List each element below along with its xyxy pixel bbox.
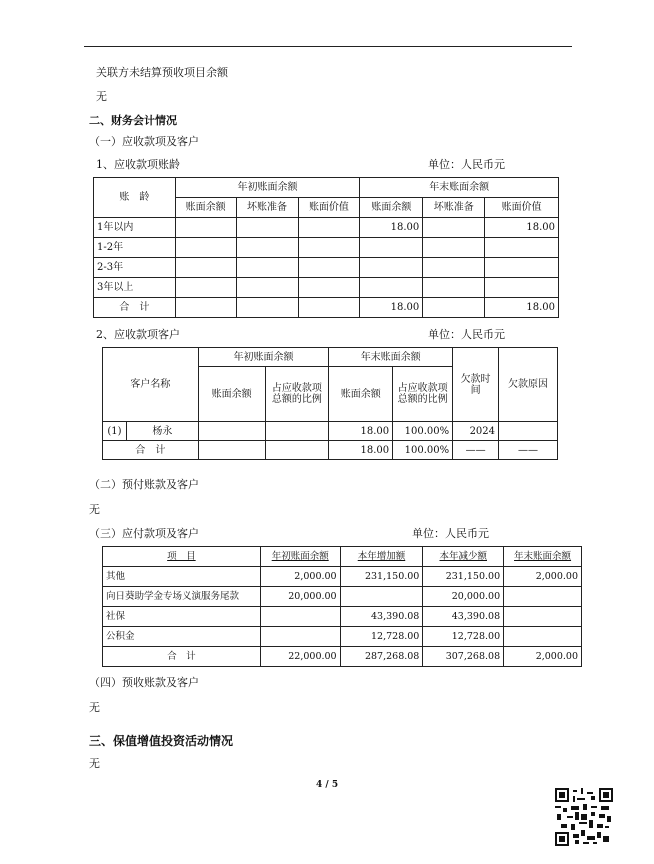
total-row bbox=[103, 441, 558, 460]
header-age: 账 龄 bbox=[94, 178, 176, 218]
header-end-balance: 年末账面余额 bbox=[504, 547, 582, 567]
table-2-title: 2、应收款项客户 bbox=[96, 328, 180, 341]
cell bbox=[485, 278, 559, 298]
row-label: 社保 bbox=[103, 607, 261, 627]
table-row bbox=[94, 218, 559, 238]
table-row bbox=[103, 627, 582, 647]
cell: 2024 bbox=[453, 422, 499, 441]
cell: 18.00 bbox=[360, 218, 423, 238]
header-debt-reason: 欠款原因 bbox=[499, 348, 558, 422]
subsection-prepayments: （二）预付账款及客户 bbox=[89, 478, 199, 491]
cell bbox=[260, 607, 340, 627]
table-row bbox=[94, 278, 559, 298]
row-label: 2-3年 bbox=[94, 258, 176, 278]
cell bbox=[298, 218, 360, 238]
header-increase: 本年增加额 bbox=[340, 547, 423, 567]
cell: 100.00% bbox=[393, 422, 453, 441]
subsection-advance-receipts: （四）预收账款及客户 bbox=[89, 676, 199, 689]
subsection-receivables: （一）应收款项及客户 bbox=[89, 135, 199, 148]
table-row bbox=[94, 238, 559, 258]
row-label: 公积金 bbox=[103, 627, 261, 647]
col-header: 账面价值 bbox=[485, 198, 559, 218]
table-1-unit: 单位：人民币元 bbox=[428, 158, 505, 171]
cell bbox=[423, 238, 485, 258]
header-begin-balance: 年初账面余额 bbox=[175, 178, 360, 198]
cell bbox=[198, 441, 265, 460]
cell: 12,728.00 bbox=[423, 627, 504, 647]
cell bbox=[265, 422, 329, 441]
row-label: 1-2年 bbox=[94, 238, 176, 258]
payables-table bbox=[102, 546, 582, 667]
total-row bbox=[103, 647, 582, 667]
cell bbox=[298, 258, 360, 278]
cell bbox=[260, 627, 340, 647]
header-end-balance: 年末账面余额 bbox=[329, 348, 453, 367]
cell bbox=[175, 258, 236, 278]
none-text: 无 bbox=[96, 90, 107, 103]
col-header: 占应收款项总额的比例 bbox=[393, 367, 453, 422]
cell bbox=[236, 218, 298, 238]
cell: 2,000.00 bbox=[504, 567, 582, 587]
page-number: 4 / 5 bbox=[316, 780, 339, 790]
row-label: 1年以内 bbox=[94, 218, 176, 238]
cell: 100.00% bbox=[393, 441, 453, 460]
row-index: (1) bbox=[103, 422, 127, 441]
cell bbox=[423, 258, 485, 278]
cell bbox=[236, 298, 298, 318]
header-debt-time: 欠款时间 bbox=[453, 348, 499, 422]
col-header: 坏账准备 bbox=[423, 198, 485, 218]
cell bbox=[175, 238, 236, 258]
cell: 2,000.00 bbox=[260, 567, 340, 587]
cell: 307,268.08 bbox=[423, 647, 504, 667]
cell: —— bbox=[453, 441, 499, 460]
none-text: 无 bbox=[89, 757, 100, 770]
cell bbox=[360, 278, 423, 298]
cell bbox=[423, 218, 485, 238]
cell bbox=[175, 278, 236, 298]
table-row bbox=[103, 587, 582, 607]
col-header: 账面余额 bbox=[329, 367, 393, 422]
header-customer-name: 客户名称 bbox=[103, 348, 199, 422]
cell: 18.00 bbox=[329, 422, 393, 441]
cell bbox=[298, 298, 360, 318]
table-row bbox=[103, 422, 558, 441]
cell: 20,000.00 bbox=[423, 587, 504, 607]
row-label: 3年以上 bbox=[94, 278, 176, 298]
cell bbox=[485, 238, 559, 258]
cell: 43,390.08 bbox=[340, 607, 423, 627]
table-3-unit: 单位：人民币元 bbox=[412, 527, 489, 540]
cell bbox=[504, 607, 582, 627]
receivables-aging-table bbox=[93, 177, 559, 318]
col-header: 账面余额 bbox=[175, 198, 236, 218]
cell bbox=[198, 422, 265, 441]
cell bbox=[298, 278, 360, 298]
cell bbox=[265, 441, 329, 460]
cell bbox=[236, 258, 298, 278]
cell: 18.00 bbox=[485, 218, 559, 238]
cell bbox=[504, 587, 582, 607]
cell bbox=[360, 258, 423, 278]
cell: 231,150.00 bbox=[340, 567, 423, 587]
section-3-title: 三、保值增值投资活动情况 bbox=[89, 734, 234, 748]
cell: 12,728.00 bbox=[340, 627, 423, 647]
table-3-title: （三）应付款项及客户 bbox=[89, 527, 199, 540]
cell bbox=[504, 627, 582, 647]
row-label: 向日葵助学金专场义演服务尾款 bbox=[103, 587, 261, 607]
cell bbox=[175, 298, 236, 318]
col-header: 占应收款项总额的比例 bbox=[265, 367, 329, 422]
col-header: 账面余额 bbox=[360, 198, 423, 218]
cell bbox=[423, 278, 485, 298]
table-row bbox=[94, 258, 559, 278]
cell bbox=[499, 422, 558, 441]
cell: 20,000.00 bbox=[260, 587, 340, 607]
header-begin-balance: 年初账面余额 bbox=[198, 348, 329, 367]
top-rule bbox=[84, 46, 572, 47]
cell bbox=[423, 298, 485, 318]
row-label: 合 计 bbox=[94, 298, 176, 318]
cell: 18.00 bbox=[329, 441, 393, 460]
header-end-balance: 年末账面余额 bbox=[360, 178, 559, 198]
customer-name: 杨永 bbox=[126, 422, 198, 441]
none-text: 无 bbox=[89, 503, 100, 516]
cell: 287,268.08 bbox=[340, 647, 423, 667]
cell bbox=[485, 258, 559, 278]
cell: —— bbox=[499, 441, 558, 460]
col-header: 坏账准备 bbox=[236, 198, 298, 218]
cell: 231,150.00 bbox=[423, 567, 504, 587]
qr-code-icon bbox=[555, 788, 613, 846]
table-row bbox=[103, 567, 582, 587]
table-row bbox=[103, 607, 582, 627]
cell: 18.00 bbox=[485, 298, 559, 318]
cell: 18.00 bbox=[360, 298, 423, 318]
table-2-unit: 单位：人民币元 bbox=[428, 328, 505, 341]
table-1-title: 1、应收款项账龄 bbox=[96, 158, 180, 171]
row-label: 合 计 bbox=[103, 647, 261, 667]
receivables-customer-table bbox=[102, 347, 558, 460]
cell bbox=[340, 587, 423, 607]
none-text: 无 bbox=[89, 701, 100, 714]
col-header: 账面价值 bbox=[298, 198, 360, 218]
cell: 2,000.00 bbox=[504, 647, 582, 667]
section-2-title: 二、财务会计情况 bbox=[89, 114, 177, 127]
col-header: 账面余额 bbox=[198, 367, 265, 422]
cell bbox=[175, 218, 236, 238]
cell: 43,390.08 bbox=[423, 607, 504, 627]
cell bbox=[298, 238, 360, 258]
cell bbox=[360, 238, 423, 258]
header-decrease: 本年减少额 bbox=[423, 547, 504, 567]
header-note: 关联方未结算预收项目余额 bbox=[96, 66, 228, 79]
cell bbox=[236, 238, 298, 258]
red-seal-stamp bbox=[598, 420, 620, 520]
row-label: 其他 bbox=[103, 567, 261, 587]
total-row bbox=[94, 298, 559, 318]
row-label: 合 计 bbox=[103, 441, 199, 460]
cell bbox=[236, 278, 298, 298]
header-item: 项 目 bbox=[103, 547, 261, 567]
header-begin-balance: 年初账面余额 bbox=[260, 547, 340, 567]
cell: 22,000.00 bbox=[260, 647, 340, 667]
